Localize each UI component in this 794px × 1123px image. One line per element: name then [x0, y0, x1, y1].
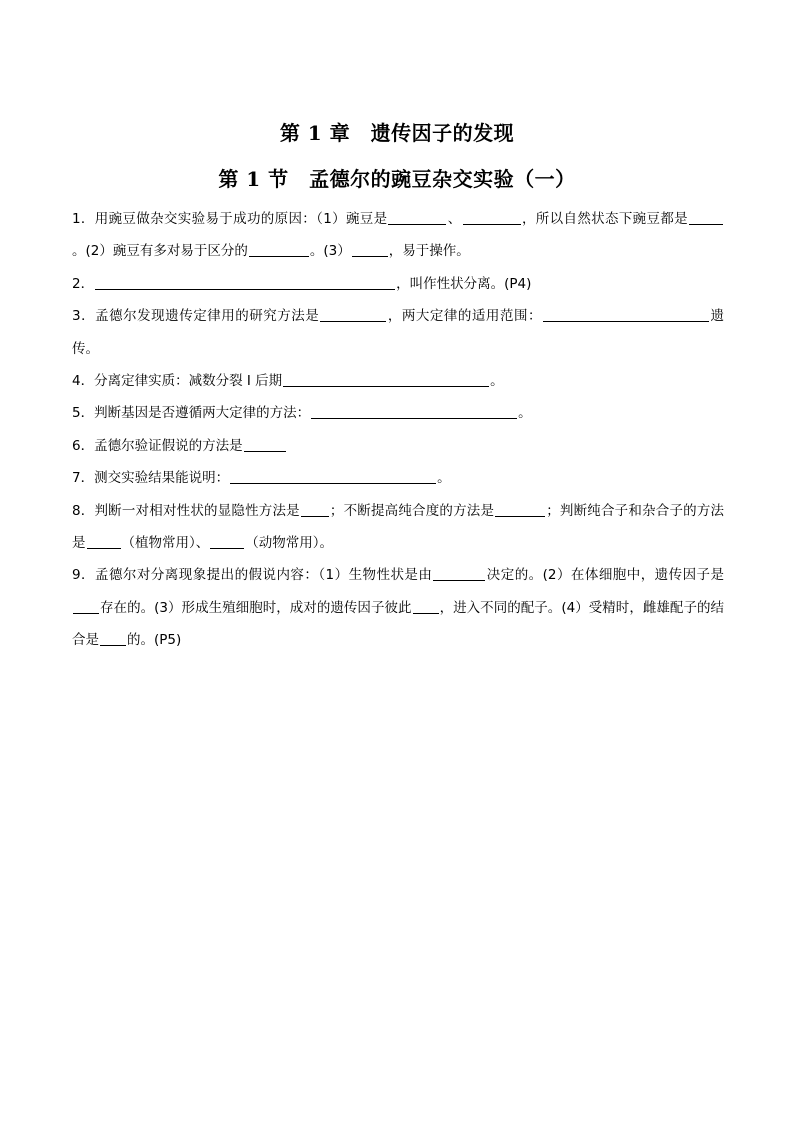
answer-blank[interactable]	[689, 210, 723, 225]
question-text: ，易于操作。	[388, 243, 470, 260]
question-text: ，所以自然状态下豌豆都是	[521, 211, 688, 227]
answer-blank[interactable]	[463, 210, 521, 225]
answer-blank[interactable]	[433, 566, 485, 581]
answer-blank[interactable]	[388, 210, 446, 225]
answer-blank[interactable]	[320, 307, 386, 322]
question-text: 4．分离定律实质：减数分裂 I 后期	[72, 373, 283, 390]
answer-blank[interactable]	[100, 631, 126, 646]
question-5	[72, 397, 724, 429]
question-text: 。	[490, 373, 504, 390]
question-text: 1．用豌豆做杂交实验易于成功的原因：（1）豌豆是	[72, 211, 388, 227]
question-text: 存在的。(3）形成生殖细胞时，成对的遗传因子彼此	[100, 599, 412, 616]
answer-blank[interactable]	[87, 534, 121, 549]
answer-blank[interactable]	[413, 599, 439, 614]
question-text: （植物常用）、	[121, 535, 210, 552]
question-7	[72, 462, 724, 494]
question-text: 。(3）	[309, 243, 351, 260]
question-text: ，进入不同的配子。(4）受精时，雌雄配子的结合是	[72, 599, 725, 649]
question-text: 7．测交实验结果能说明：	[72, 470, 230, 487]
chapter-title: 第 1 章 遗传因子的发现	[279, 121, 515, 145]
question-9	[72, 559, 724, 656]
question-text: ，两大定律的适用范围：	[387, 308, 542, 325]
question-text: 9．孟德尔对分离现象提出的假说内容：（1）生物性状是由	[72, 567, 433, 584]
question-text: 6．孟德尔验证假说的方法是	[72, 437, 243, 454]
question-text: 8．判断一对相对性状的显隐性方法是	[72, 502, 300, 519]
answer-blank[interactable]	[352, 242, 388, 257]
question-text: 。(2）豌豆有多对易于区分的	[72, 243, 248, 260]
answer-blank[interactable]	[495, 502, 545, 517]
answer-blank[interactable]	[311, 404, 517, 419]
question-3	[72, 300, 724, 365]
question-1	[72, 203, 724, 268]
question-6	[72, 430, 724, 462]
question-8	[72, 495, 724, 560]
question-text: ；判断纯合子和杂合子的方法是	[72, 502, 725, 552]
answer-blank[interactable]	[543, 307, 709, 322]
answer-blank[interactable]	[283, 372, 489, 387]
question-text: 遗传。	[72, 308, 725, 357]
question-text: 3．孟德尔发现遗传定律用的研究方法是	[72, 308, 320, 325]
question-text: 。	[518, 405, 532, 422]
section-title: 第 1 节 孟德尔的豌豆杂交实验（一）	[218, 167, 576, 191]
question-4	[72, 365, 724, 397]
answer-blank[interactable]	[95, 275, 395, 290]
answer-blank[interactable]	[210, 534, 244, 549]
answer-blank[interactable]	[249, 242, 309, 257]
question-text: 的。(P5)	[127, 632, 182, 649]
question-text: （动物常用）。	[245, 535, 333, 552]
question-text: 。	[437, 470, 451, 487]
question-text: 2．	[72, 275, 95, 292]
question-text: ；不断提高纯合度的方法是	[329, 502, 495, 519]
question-text: 5．判断基因是否遵循两大定律的方法：	[72, 405, 311, 422]
question-2	[72, 268, 724, 300]
answer-blank[interactable]	[73, 599, 99, 614]
question-text: ，叫作性状分离。(P4)	[396, 275, 532, 292]
question-text: 、	[447, 211, 462, 227]
question-text: 决定的。(2）在体细胞中，遗传因子是	[486, 567, 724, 584]
answer-blank[interactable]	[230, 469, 436, 484]
question-list	[72, 203, 724, 657]
answer-blank[interactable]	[301, 502, 329, 517]
answer-blank[interactable]	[244, 437, 286, 452]
